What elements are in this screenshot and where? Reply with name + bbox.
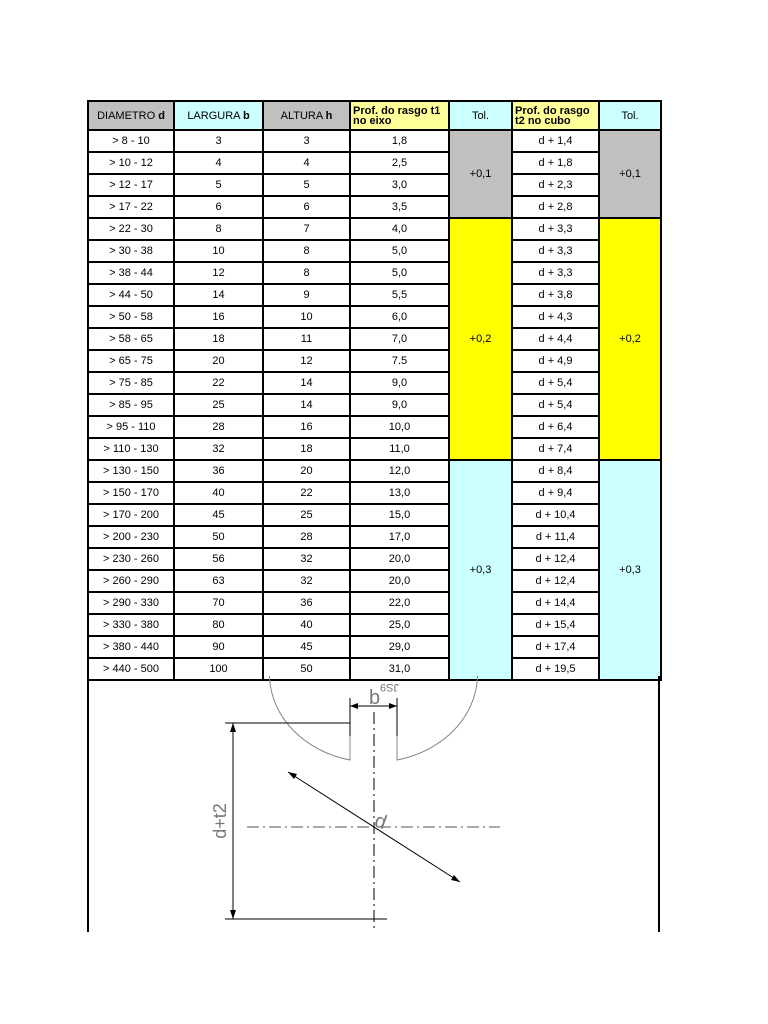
tolerance-t1-cell: +0,2 bbox=[449, 218, 512, 460]
table-row bbox=[88, 592, 661, 614]
diameter-range-cell: > 150 - 170 bbox=[88, 482, 174, 504]
table-row bbox=[88, 174, 661, 196]
shaft-depth-t1-cell: 20,0 bbox=[350, 570, 449, 592]
hub-depth-t2-cell: d + 10,4 bbox=[512, 504, 599, 526]
diameter-range-cell: > 8 - 10 bbox=[88, 130, 174, 152]
diameter-range-cell: > 58 - 65 bbox=[88, 328, 174, 350]
key-width-cell: 8 bbox=[174, 218, 263, 240]
diameter-range-cell: > 22 - 30 bbox=[88, 218, 174, 240]
hub-depth-t2-cell: d + 2,3 bbox=[512, 174, 599, 196]
hub-depth-t2-cell: d + 3,3 bbox=[512, 240, 599, 262]
hub-depth-t2-cell: d + 11,4 bbox=[512, 526, 599, 548]
shaft-depth-t1-cell: 22,0 bbox=[350, 592, 449, 614]
key-width-cell: 18 bbox=[174, 328, 263, 350]
diameter-range-cell: > 260 - 290 bbox=[88, 570, 174, 592]
table-row bbox=[88, 152, 661, 174]
key-height-cell: 3 bbox=[263, 130, 350, 152]
diameter-range-cell: > 10 - 12 bbox=[88, 152, 174, 174]
hub-depth-t2-cell: d + 4,9 bbox=[512, 350, 599, 372]
shaft-depth-t1-cell: 15,0 bbox=[350, 504, 449, 526]
key-width-cell: 20 bbox=[174, 350, 263, 372]
key-width-cell: 36 bbox=[174, 460, 263, 482]
key-height-cell: 8 bbox=[263, 240, 350, 262]
key-width-cell: 63 bbox=[174, 570, 263, 592]
key-height-cell: 32 bbox=[263, 570, 350, 592]
hub-depth-t2-cell: d + 7,4 bbox=[512, 438, 599, 460]
hub-depth-t2-cell: d + 15,4 bbox=[512, 614, 599, 636]
diameter-arrow-top bbox=[288, 772, 297, 779]
key-height-cell: 9 bbox=[263, 284, 350, 306]
shaft-depth-t1-cell: 6,0 bbox=[350, 306, 449, 328]
diameter-range-cell: > 440 - 500 bbox=[88, 658, 174, 680]
hub-depth-t2-cell: d + 12,4 bbox=[512, 548, 599, 570]
key-width-cell: 90 bbox=[174, 636, 263, 658]
diameter-range-cell: > 44 - 50 bbox=[88, 284, 174, 306]
table-row bbox=[88, 614, 661, 636]
key-width-cell: 16 bbox=[174, 306, 263, 328]
key-height-cell: 11 bbox=[263, 328, 350, 350]
key-width-cell: 14 bbox=[174, 284, 263, 306]
key-height-cell: 14 bbox=[263, 372, 350, 394]
diameter-range-cell: > 230 - 260 bbox=[88, 548, 174, 570]
table-row bbox=[88, 482, 661, 504]
hub-depth-t2-cell: d + 4,3 bbox=[512, 306, 599, 328]
header-width: LARGURA b bbox=[174, 101, 263, 130]
header-tolerance-t1: Tol. bbox=[449, 101, 512, 130]
table-row bbox=[88, 460, 661, 482]
diameter-range-cell: > 38 - 44 bbox=[88, 262, 174, 284]
key-height-cell: 45 bbox=[263, 636, 350, 658]
diameter-range-cell: > 290 - 330 bbox=[88, 592, 174, 614]
key-width-cell: 100 bbox=[174, 658, 263, 680]
hub-depth-t2-cell: d + 1,8 bbox=[512, 152, 599, 174]
shaft-depth-t1-cell: 1,8 bbox=[350, 130, 449, 152]
keyway-table-sheet bbox=[87, 100, 660, 681]
table-row bbox=[88, 306, 661, 328]
hub-depth-t2-cell: d + 5,4 bbox=[512, 394, 599, 416]
diameter-range-cell: > 330 - 380 bbox=[88, 614, 174, 636]
width-arrow-right bbox=[389, 703, 397, 709]
shaft-depth-t1-cell: 7,0 bbox=[350, 328, 449, 350]
table-row bbox=[88, 130, 661, 152]
key-width-cell: 5 bbox=[174, 174, 263, 196]
key-height-cell: 16 bbox=[263, 416, 350, 438]
key-height-cell: 36 bbox=[263, 592, 350, 614]
table-row bbox=[88, 328, 661, 350]
diameter-label: d bbox=[371, 809, 390, 835]
table-row bbox=[88, 438, 661, 460]
key-height-cell: 20 bbox=[263, 460, 350, 482]
key-width-cell: 70 bbox=[174, 592, 263, 614]
shaft-depth-t1-cell: 9,0 bbox=[350, 372, 449, 394]
shaft-depth-t1-cell: 17,0 bbox=[350, 526, 449, 548]
hub-depth-t2-cell: d + 3,8 bbox=[512, 284, 599, 306]
shaft-depth-t1-cell: 10,0 bbox=[350, 416, 449, 438]
key-height-cell: 6 bbox=[263, 196, 350, 218]
hub-depth-t2-cell: d + 12,4 bbox=[512, 570, 599, 592]
shaft-depth-t1-cell: 9,0 bbox=[350, 394, 449, 416]
depth-arrow-top bbox=[230, 723, 236, 732]
hub-depth-t2-cell: d + 5,4 bbox=[512, 372, 599, 394]
diameter-range-cell: > 50 - 58 bbox=[88, 306, 174, 328]
key-height-cell: 28 bbox=[263, 526, 350, 548]
key-width-cell: 4 bbox=[174, 152, 263, 174]
table-row bbox=[88, 372, 661, 394]
hub-depth-t2-cell: d + 3,3 bbox=[512, 262, 599, 284]
key-height-cell: 8 bbox=[263, 262, 350, 284]
hub-depth-t2-cell: d + 19,5 bbox=[512, 658, 599, 680]
table-row bbox=[88, 218, 661, 240]
key-width-cell: 56 bbox=[174, 548, 263, 570]
shaft-depth-t1-cell: 3,0 bbox=[350, 174, 449, 196]
shaft-depth-t1-cell: 31,0 bbox=[350, 658, 449, 680]
header-row bbox=[88, 101, 661, 130]
tolerance-t2-cell: +0,1 bbox=[599, 130, 661, 218]
key-height-cell: 32 bbox=[263, 548, 350, 570]
diameter-range-cell: > 170 - 200 bbox=[88, 504, 174, 526]
key-height-cell: 18 bbox=[263, 438, 350, 460]
diameter-range-cell: > 95 - 110 bbox=[88, 416, 174, 438]
tolerance-t1-cell: +0,3 bbox=[449, 460, 512, 680]
hub-depth-t2-cell: d + 6,4 bbox=[512, 416, 599, 438]
hub-depth-t2-cell: d + 4,4 bbox=[512, 328, 599, 350]
key-width-cell: 22 bbox=[174, 372, 263, 394]
key-height-cell: 4 bbox=[263, 152, 350, 174]
table-row bbox=[88, 350, 661, 372]
diameter-arrow-bottom bbox=[451, 875, 460, 882]
hub-depth-t2-cell: d + 17,4 bbox=[512, 636, 599, 658]
hub-depth-t2-cell: d + 8,4 bbox=[512, 460, 599, 482]
key-width-cell: 32 bbox=[174, 438, 263, 460]
header-height: ALTURA h bbox=[263, 101, 350, 130]
key-height-cell: 40 bbox=[263, 614, 350, 636]
diameter-range-cell: > 65 - 75 bbox=[88, 350, 174, 372]
shaft-depth-t1-cell: 13,0 bbox=[350, 482, 449, 504]
header-tolerance-t2: Tol. bbox=[599, 101, 661, 130]
table-row bbox=[88, 526, 661, 548]
width-arrow-left bbox=[350, 703, 358, 709]
header-hub-depth-t2: Prof. do rasgo t2 no cubo bbox=[512, 101, 599, 130]
table-row bbox=[88, 636, 661, 658]
key-height-cell: 22 bbox=[263, 482, 350, 504]
key-width-cell: 28 bbox=[174, 416, 263, 438]
diameter-range-cell: > 85 - 95 bbox=[88, 394, 174, 416]
hub-depth-t2-cell: d + 1,4 bbox=[512, 130, 599, 152]
table-row bbox=[88, 394, 661, 416]
hub-depth-t2-cell: d + 14,4 bbox=[512, 592, 599, 614]
keyway-dimension-table bbox=[87, 100, 662, 681]
header-shaft-depth-t1: Prof. do rasgo t1 no eixo bbox=[350, 101, 449, 130]
shaft-depth-t1-cell: 25,0 bbox=[350, 614, 449, 636]
diameter-range-cell: > 17 - 22 bbox=[88, 196, 174, 218]
shaft-depth-t1-cell: 12,0 bbox=[350, 460, 449, 482]
shaft-depth-t1-cell: 29,0 bbox=[350, 636, 449, 658]
key-width-cell: 45 bbox=[174, 504, 263, 526]
tolerance-t2-cell: +0,3 bbox=[599, 460, 661, 680]
shaft-depth-t1-cell: 7.5 bbox=[350, 350, 449, 372]
tolerance-t1-cell: +0,1 bbox=[449, 130, 512, 218]
shaft-depth-t1-cell: 5,5 bbox=[350, 284, 449, 306]
hub-depth-t2-cell: d + 3,3 bbox=[512, 218, 599, 240]
key-height-cell: 10 bbox=[263, 306, 350, 328]
key-height-cell: 12 bbox=[263, 350, 350, 372]
table-row bbox=[88, 570, 661, 592]
depth-arrow-bottom bbox=[230, 910, 236, 919]
key-width-cell: 40 bbox=[174, 482, 263, 504]
shaft-depth-t1-cell: 4,0 bbox=[350, 218, 449, 240]
key-width-cell: 25 bbox=[174, 394, 263, 416]
key-height-cell: 50 bbox=[263, 658, 350, 680]
hub-depth-t2-cell: d + 2,8 bbox=[512, 196, 599, 218]
table-row bbox=[88, 284, 661, 306]
width-tolerance-label: JS9 bbox=[380, 681, 399, 693]
key-width-cell: 80 bbox=[174, 614, 263, 636]
table-row bbox=[88, 196, 661, 218]
tolerance-t2-cell: +0,2 bbox=[599, 218, 661, 460]
depth-label: d+t2 bbox=[210, 803, 230, 839]
key-width-cell: 3 bbox=[174, 130, 263, 152]
table-row bbox=[88, 548, 661, 570]
hub-depth-t2-cell: d + 9,4 bbox=[512, 482, 599, 504]
key-height-cell: 14 bbox=[263, 394, 350, 416]
diameter-range-cell: > 30 - 38 bbox=[88, 240, 174, 262]
diameter-range-cell: > 75 - 85 bbox=[88, 372, 174, 394]
keyway-drawing bbox=[87, 676, 660, 932]
diameter-range-cell: > 130 - 150 bbox=[88, 460, 174, 482]
diameter-range-cell: > 380 - 440 bbox=[88, 636, 174, 658]
shaft-depth-t1-cell: 3,5 bbox=[350, 196, 449, 218]
key-height-cell: 7 bbox=[263, 218, 350, 240]
key-width-cell: 6 bbox=[174, 196, 263, 218]
table-row bbox=[88, 240, 661, 262]
width-label: b bbox=[369, 687, 381, 709]
diameter-range-cell: > 110 - 130 bbox=[88, 438, 174, 460]
key-width-cell: 50 bbox=[174, 526, 263, 548]
shaft-depth-t1-cell: 11,0 bbox=[350, 438, 449, 460]
key-height-cell: 5 bbox=[263, 174, 350, 196]
table-row bbox=[88, 416, 661, 438]
shaft-cross-section-diagram bbox=[87, 676, 660, 932]
shaft-depth-t1-cell: 2,5 bbox=[350, 152, 449, 174]
table-row bbox=[88, 504, 661, 526]
key-width-cell: 12 bbox=[174, 262, 263, 284]
key-width-cell: 10 bbox=[174, 240, 263, 262]
shaft-depth-t1-cell: 5,0 bbox=[350, 240, 449, 262]
diameter-range-cell: > 12 - 17 bbox=[88, 174, 174, 196]
table-row bbox=[88, 262, 661, 284]
shaft-depth-t1-cell: 20,0 bbox=[350, 548, 449, 570]
header-diameter: DIAMETRO d bbox=[88, 101, 174, 130]
shaft-depth-t1-cell: 5,0 bbox=[350, 262, 449, 284]
diameter-range-cell: > 200 - 230 bbox=[88, 526, 174, 548]
key-height-cell: 25 bbox=[263, 504, 350, 526]
